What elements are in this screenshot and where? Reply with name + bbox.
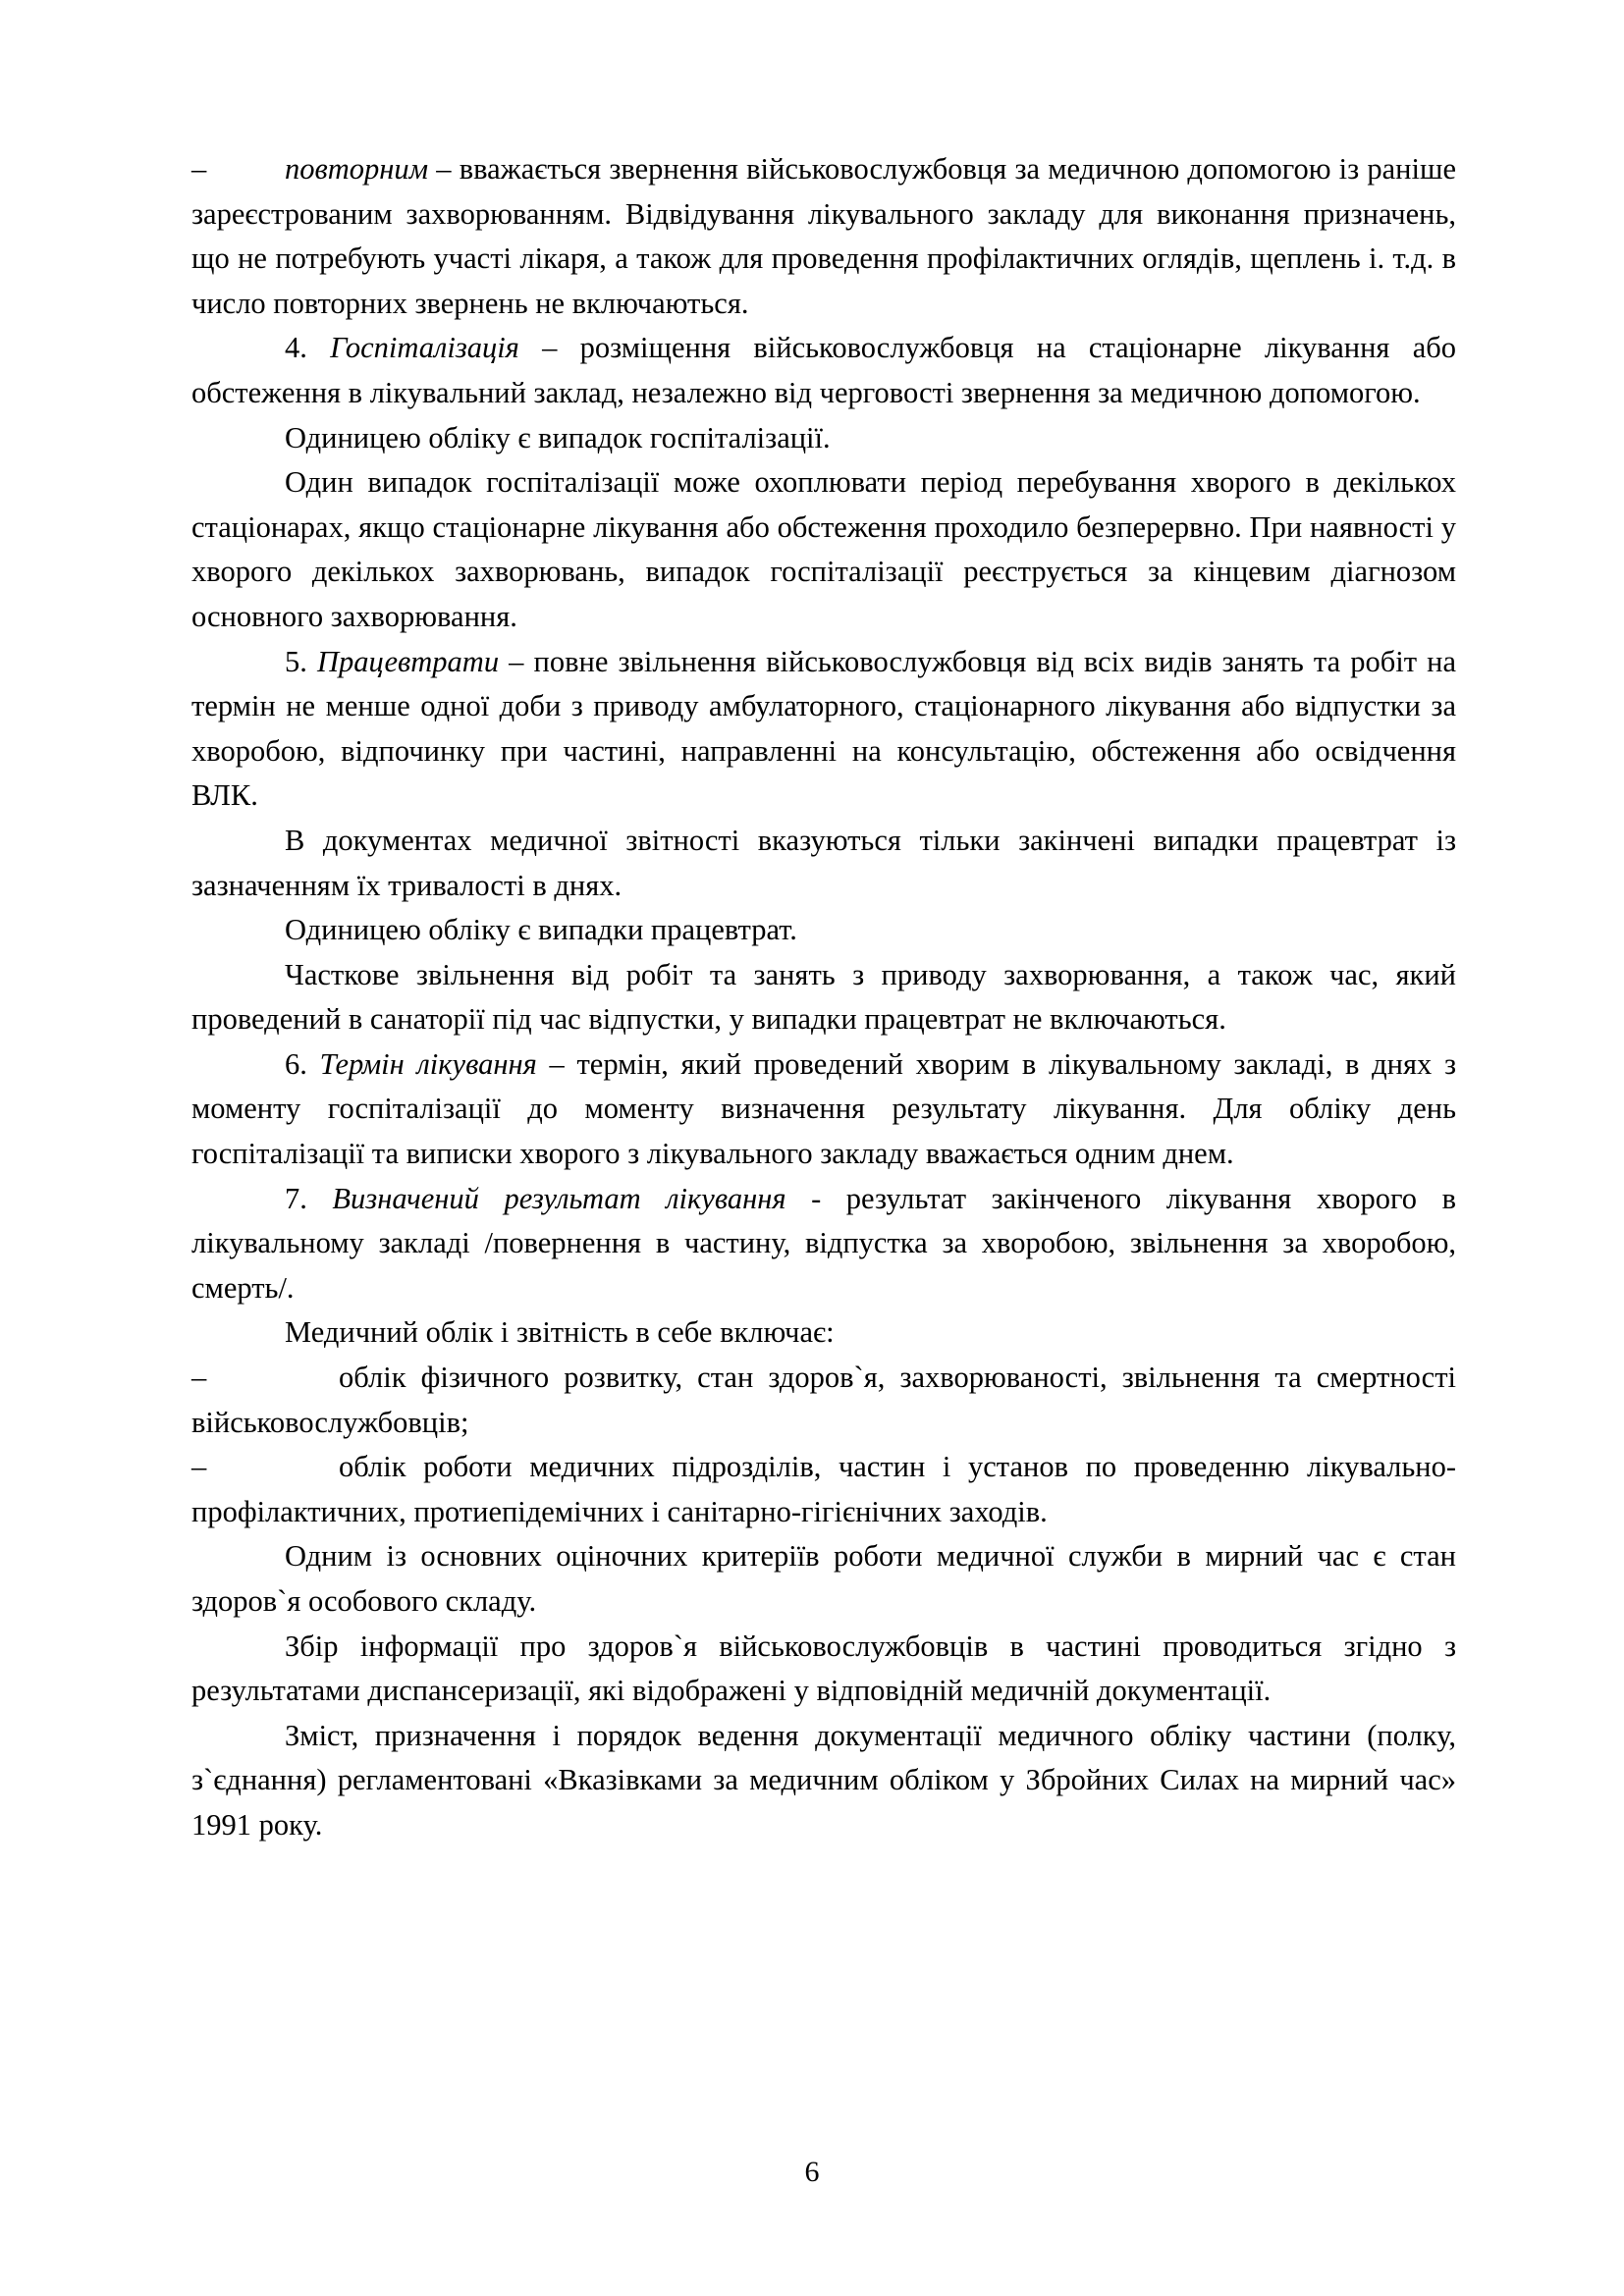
page-body (191, 147, 1456, 1848)
term-povtornym: повторним (285, 152, 429, 186)
page-number: 6 (804, 2156, 820, 2188)
paragraph-odnym-iz-osnovnykh: Одним із основних оціночних критеріїв роботи медичної служби в мирний час є стан здоров`я особового складу. (191, 1539, 1456, 1618)
paragraph-text: – розміщення військовослужбовця на стаціонарне лікування або обстеження в лікувальний заклад, незалежно від черговості звернення за медичною допомогою. (191, 331, 1456, 409)
list-item-text: облік роботи медичних підрозділів, частин і установ по проведенню лікувально-профілактичних, протиепідемічних і санітарно-гігієнічних заходів. (191, 1450, 1456, 1528)
paragraph-pratsevtraty (191, 640, 1456, 819)
paragraph-text: – термін, який проведений хворим в лікувальному закладі, в днях з моменту госпіталізації до моменту визначення результату лікування. Для обліку день госпіталізації та виписки хворого з лікувального закладу вважається одним днем. (191, 1046, 1456, 1171)
paragraph-v-dokumentakh: В документах медичної звітності вказуються тільки закінчені випадки працевтрат із зазначенням їх тривалості в днях. (191, 823, 1456, 902)
paragraph-hospitalizatsiya (191, 326, 1456, 415)
paragraph-medychnyi-oblik-intro: Медичний облік і звітність в себе включає: (285, 1315, 835, 1350)
paragraph-povtornym (191, 147, 1456, 326)
term-pratsevtraty: Працевтрати (316, 644, 500, 678)
paragraph-odyn-vypadok: Один випадок госпіталізації може охоплювати період перебування хворого в декількох стаціонарах, якщо стаціонарне лікування або обстеження проходило безперервно. При наявності у хворого декількох захворювань, випадок госпіталізації реєструється за кінцевим діагнозом основного захворювання. (191, 465, 1456, 633)
term-termin-likuvannya: Термін лікування (319, 1046, 537, 1081)
paragraph-text: – повне звільнення військовослужбовця від всіх видів занять та робіт на термін не менше одної доби з приводу амбулаторного, стаціонарного лікування або відпустки за хворобою, відпочинку при частині, направленні на консультацію, обстеження або освідчення ВЛК. (191, 644, 1457, 813)
paragraph-termin-likuvannya (191, 1042, 1456, 1177)
list-item-text: облік фізичного розвитку, стан здоров`я, захворюваності, звільнення та смертності військовослужбовців; (191, 1361, 1456, 1439)
list-item-oblik-roboty-pidrozdiliv (191, 1445, 1456, 1534)
paragraph-odynytseyu-hospitalizatsii: Одиницею обліку є випадок госпіталізації. (285, 420, 831, 454)
list-dash-marker: – (191, 1450, 207, 1484)
paragraph-chastkove-zvilnennya: Часткове звільнення від робіт та занять з приводу захворювання, а також час, який проведений в санаторії під час відпустки, у випадки працевтрат не включаються. (191, 957, 1456, 1037)
paragraph-zbir-informatsii: Збір інформації про здоров`я військовослужбовців в частині проводиться згідно з результатами диспансеризації, які відображені у відповідній медичній документації. (191, 1629, 1456, 1708)
term-vyznachenyi-rezultat-likuvannya: Визначений результат лікування (332, 1181, 786, 1215)
item-number-7: 7. (285, 1181, 307, 1215)
term-hospitalizatsiya: Госпіталізація (330, 331, 519, 365)
list-dash-marker: – (191, 152, 207, 186)
paragraph-text: - результат закінченого лікування хворого в лікувальному закладі /повернення в частину, відпустка за хворобою, звільнення за хворобою, смерть/. (191, 1181, 1456, 1305)
list-item-oblik-fizychnoho-rozvytku (191, 1356, 1456, 1445)
item-number-6: 6. (285, 1046, 307, 1081)
item-number-5: 5. (285, 644, 307, 678)
paragraph-vyznachenyi-rezultat (191, 1177, 1456, 1311)
paragraph-text: – вважається звернення військовослужбовця за медичною допомогою із раніше зареєстрованим захворюванням. Відвідування лікувального закладу для виконання призначень, що не потребують участі лікаря, а також для проведення профілактичних оглядів, щеплень і. т.д. в число повторних звернень не включаються. (191, 152, 1456, 320)
item-number-4: 4. (285, 331, 307, 365)
paragraph-zmist-pryznachennya: Зміст, призначення і порядок ведення документації медичного обліку частини (полку, з`єднання) регламентовані «Вказівками за медичним обліком у Збройних Силах на мирний час» 1991 року. (191, 1718, 1456, 1842)
paragraph-odynytseyu-pratsevtrat: Одиницею обліку є випадки працевтрат. (285, 913, 797, 947)
list-dash-marker: – (191, 1361, 207, 1395)
